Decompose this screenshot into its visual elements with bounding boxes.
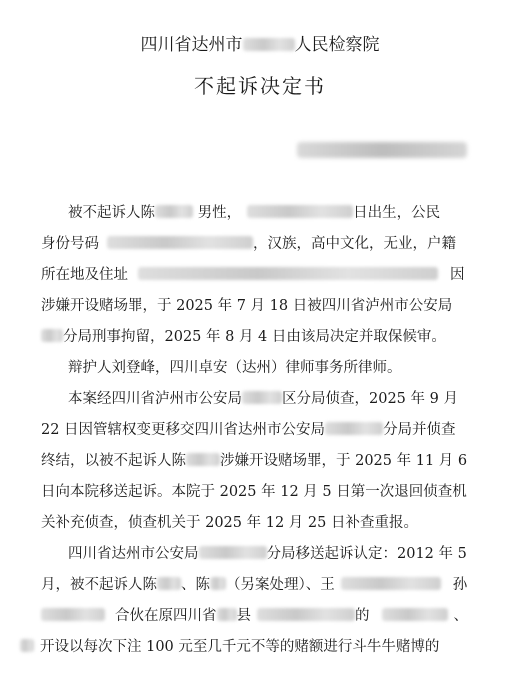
redacted-place: [257, 608, 355, 621]
redacted-address: [138, 267, 438, 280]
p3-line5: [41, 513, 418, 533]
redacted-name: [157, 577, 181, 590]
text: 分局刑事拘留，2025 年 8 月 4 日由该局决定并取保候审。: [63, 329, 446, 345]
text: 县: [236, 608, 251, 624]
text: 、: [453, 608, 468, 624]
p1-line1: [68, 203, 440, 223]
redacted-name: [210, 577, 226, 590]
redacted-name: [41, 608, 105, 621]
p4-line2: [41, 575, 467, 595]
document-title: 不起诉决定书: [194, 74, 326, 98]
text: 合伙在原四川省: [115, 608, 217, 624]
text: 涉嫌开设赌场罪，于 2025 年 7 月 18 日被四川省泸州市公安局: [41, 298, 453, 314]
redacted-city-district: [243, 38, 295, 51]
text: 分局并侦查: [383, 422, 456, 438]
procuratorate-name: [0, 30, 520, 55]
p4-line3: [41, 606, 468, 626]
redacted-place: [217, 608, 237, 621]
text: 开设以每次下注 100 元至几千元不等的赌额进行斗牛牛赌博的: [40, 639, 440, 655]
p4-line4: [20, 637, 439, 657]
text: 区分局侦查，2025 年 9 月: [282, 391, 458, 407]
procuratorate-name-prefix: 四川省达州市: [140, 35, 243, 55]
redacted-district: [242, 391, 282, 404]
p1-line5: [41, 327, 446, 347]
redacted-text: [20, 639, 34, 652]
text: 被不起诉人陈: [68, 205, 155, 221]
text: 因: [450, 267, 465, 283]
text: 身份号码: [41, 236, 99, 252]
redacted-district: [199, 546, 267, 559]
text: 四川省达州市公安局: [68, 546, 199, 562]
redacted-name: [186, 453, 220, 466]
redacted-id-number: [107, 236, 253, 249]
text: 男性，: [197, 205, 242, 221]
text: （另案处理）、王: [226, 577, 335, 593]
procuratorate-name-suffix: 人民检察院: [294, 35, 380, 55]
text: 分局移送起诉认定：2012 年 5: [266, 546, 467, 562]
redacted-document-number: [297, 142, 467, 158]
p2-line1: [68, 358, 402, 378]
redacted-name: [155, 205, 193, 218]
redacted-place: [382, 608, 448, 621]
text: 月，被不起诉人陈: [41, 577, 157, 593]
p4-line1: [68, 544, 467, 564]
text: 孙: [452, 577, 468, 593]
redacted-district: [41, 329, 63, 342]
text: 涉嫌开设赌场罪，于 2025 年 11 月 6: [220, 453, 468, 469]
text: 关补充侦查，侦查机关于 2025 年 12 月 25 日补查重报。: [41, 515, 418, 531]
text: 、陈: [181, 577, 210, 593]
text: 辩护人刘登峰，四川卓安（达州）律师事务所律师。: [68, 360, 402, 376]
text: 22 日因管辖权变更移交四川省达州市公安局: [41, 422, 326, 438]
p1-line2: [41, 234, 456, 254]
text: 的: [355, 608, 370, 624]
text: 终结，以被不起诉人陈: [41, 453, 186, 469]
text: ，汉族，高中文化，无业，户籍: [253, 236, 456, 252]
p3-line1: [68, 389, 458, 409]
p3-line3: [41, 451, 467, 471]
redacted-district: [325, 422, 383, 435]
p3-line4: [41, 482, 467, 502]
text: 日向本院移送起诉。本院于 2025 年 12 月 5 日第一次退回侦查机: [41, 484, 467, 500]
text: 所在地及住址: [41, 267, 128, 283]
redacted-name: [341, 577, 441, 590]
p1-line3: [41, 265, 465, 285]
p1-line4: [41, 296, 452, 316]
redacted-birthdate: [247, 205, 353, 218]
p3-line2: [41, 420, 456, 440]
text: 本案经四川省泸州市公安局: [68, 391, 242, 407]
text: 日出生，公民: [353, 205, 441, 221]
